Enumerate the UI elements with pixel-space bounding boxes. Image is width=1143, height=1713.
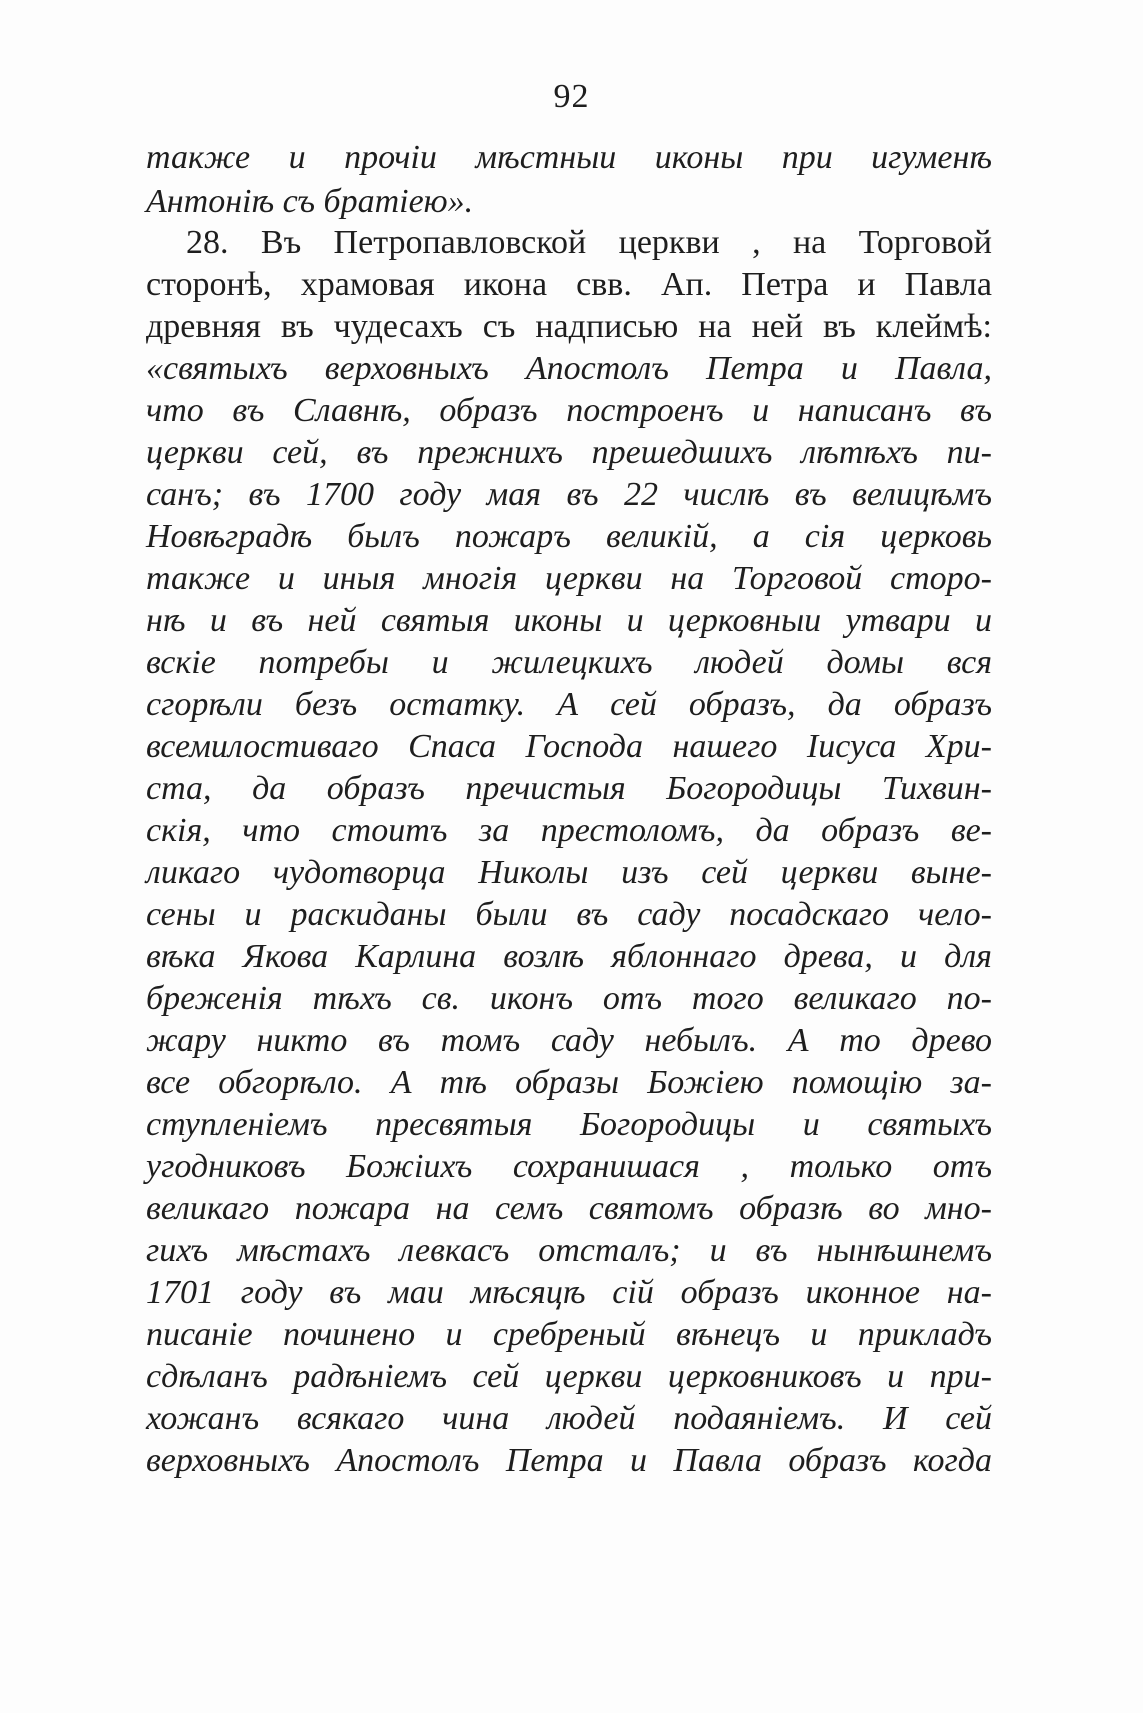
text-line: ступленіемъ пресвятыя Богородицы и святыхъ <box>146 1106 992 1143</box>
text-line: вѣка Якова Карлина возлѣ яблоннаго древа, и для <box>146 938 992 975</box>
text-line: что въ Славнѣ, образъ построенъ и написанъ въ <box>146 392 992 429</box>
text-line: церкви сей, въ прежнихъ прешедшихъ лѣтѣхъ пи- <box>146 434 992 471</box>
text-line: гихъ мѣстахъ левкасъ отсталъ; и въ нынѣшнемъ <box>146 1232 992 1269</box>
text-line: писаніе починено и сребреный вѣнецъ и прикладъ <box>146 1316 992 1353</box>
text-line: 1701 году въ маи мѣсяцѣ сій образъ иконное на- <box>146 1274 992 1311</box>
text-line: великаго пожара на семъ святомъ образѣ во мно- <box>146 1190 992 1227</box>
text-line: ликаго чудотворца Николы изъ сей церкви выне- <box>146 854 992 891</box>
text-line: всемилостиваго Спаса Господа нашего Іисуса Хри- <box>146 728 992 765</box>
text-line: Антоніѣ съ братіею». <box>146 183 474 220</box>
text-line: хожанъ всякаго чина людей подаяніемъ. И сей <box>146 1400 992 1437</box>
text-line: скія, что стоитъ за престоломъ, да образъ ве- <box>146 812 992 849</box>
text-line: бреженія тѣхъ св. иконъ отъ того великаго по- <box>146 980 992 1017</box>
text-line: ста, да образъ пречистыя Богородицы Тихвин- <box>146 770 992 807</box>
page-number: 92 <box>553 78 590 115</box>
text-line: сгорѣли безъ остатку. А сей образъ, да образъ <box>146 686 992 723</box>
text-line: 28. Въ Петропавловской церкви , на Торговой <box>186 224 992 261</box>
text-line: вскіе потребы и жилецкихъ людей домы вся <box>146 644 992 681</box>
text-line: также и прочіи мѣстныи иконы при игуменѣ <box>146 139 992 176</box>
text-line: все обгорѣло. А тѣ образы Божіею помощію за- <box>146 1064 992 1101</box>
text-line: угодниковъ Божіихъ сохранишася , только отъ <box>146 1148 992 1185</box>
text-line: Новѣградѣ былъ пожаръ великій, а сія церковь <box>146 518 992 555</box>
text-line: нѣ и въ ней святыя иконы и церковныи утвари и <box>146 602 992 639</box>
text-line: сторонѣ, храмовая икона свв. Ап. Петра и Павла <box>146 266 992 303</box>
text-line: древняя въ чудесахъ съ надписью на ней въ клеймѣ: <box>146 308 992 345</box>
text-line: санъ; въ 1700 году мая въ 22 числѣ въ велицѣмъ <box>146 476 992 513</box>
text-line: «святыхъ верховныхъ Апостолъ Петра и Павла, <box>146 350 992 387</box>
text-line: сдѣланъ радѣніемъ сей церкви церковниковъ и при- <box>146 1358 992 1395</box>
text-line: также и иныя многія церкви на Торговой сторо- <box>146 560 992 597</box>
text-line: сены и раскиданы были въ саду посадскаго чело- <box>146 896 992 933</box>
text-line: жару никто въ томъ саду небылъ. А то древо <box>146 1022 992 1059</box>
text-line: верховныхъ Апостолъ Петра и Павла образъ когда <box>146 1442 992 1479</box>
